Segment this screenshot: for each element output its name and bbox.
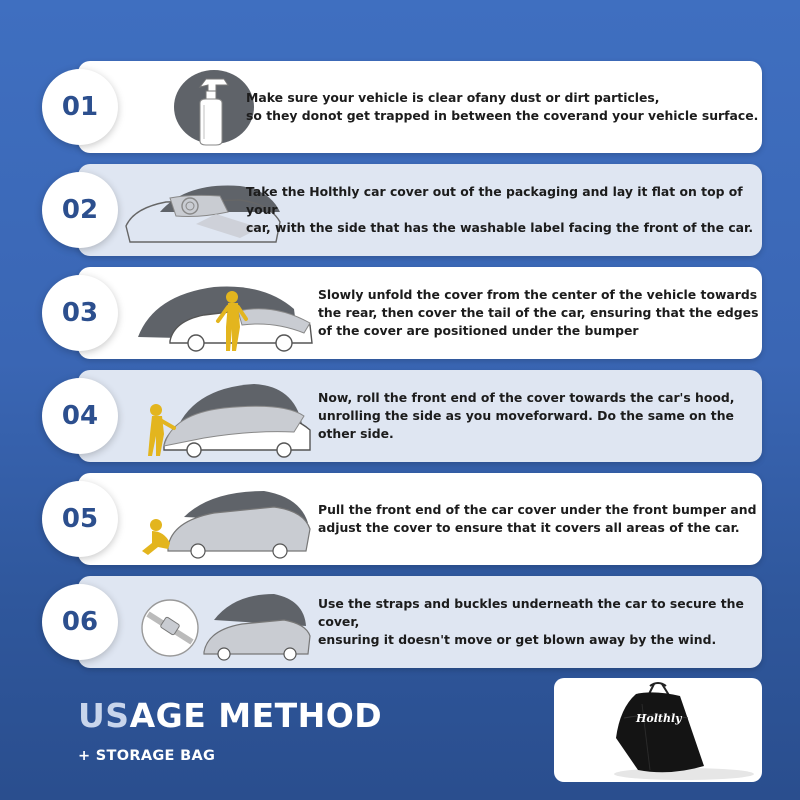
step-5-text: Pull the front end of the car cover under the front bumper and adjust the cover to ensure that it covers all areas of the car.	[318, 502, 757, 535]
step-card-4	[78, 370, 762, 462]
step-6-number-badge: 06	[42, 584, 118, 660]
step-4-number-badge: 04	[42, 378, 118, 454]
step-card-2	[78, 164, 762, 256]
usage-method-title	[78, 696, 382, 735]
step-4-text: Now, roll the front end of the cover towards the car's hood, unrolling the side as you moveforward. Do the same on the other side.	[318, 390, 735, 441]
buckle-strap-icon	[124, 580, 324, 664]
step-2-text: Take the Holthly car cover out of the packaging and lay it flat on top of your car, with the side that has the washable label facing the front of the car.	[246, 184, 754, 235]
storage-bag-subtitle: + STORAGE BAG	[78, 748, 216, 764]
storage-bag-brand-label: Holthly	[636, 712, 682, 725]
step-2-number-badge: 02	[42, 172, 118, 248]
storage-bag-image	[554, 678, 762, 782]
roll-cover-icon	[124, 374, 324, 458]
title-part-1: US	[78, 696, 130, 735]
title-part-2: AGE METHOD	[129, 696, 383, 735]
step-1-number-badge: 01	[42, 69, 118, 145]
step-3-number-badge: 03	[42, 275, 118, 351]
storage-bag-card	[554, 678, 762, 782]
step-card-5	[78, 473, 762, 565]
step-card-3	[78, 267, 762, 359]
step-card-1	[78, 61, 762, 153]
tuck-bumper-icon	[124, 477, 324, 561]
unfold-cover-icon	[124, 271, 324, 355]
step-3-text: Slowly unfold the cover from the center of the vehicle towards the rear, then cover the tail of the car, ensuring that the edges of the cover are positioned under the bumper	[318, 287, 759, 338]
step-6-text: Use the straps and buckles underneath the car to secure the cover, ensuring it doesn't move or get blown away by the wind.	[318, 596, 744, 647]
step-card-6	[78, 576, 762, 668]
step-1-text: Make sure your vehicle is clear ofany dust or dirt particles, so they donot get trapped in between the coverand your vehicle surface.	[246, 90, 759, 123]
step-5-number-badge: 05	[42, 481, 118, 557]
